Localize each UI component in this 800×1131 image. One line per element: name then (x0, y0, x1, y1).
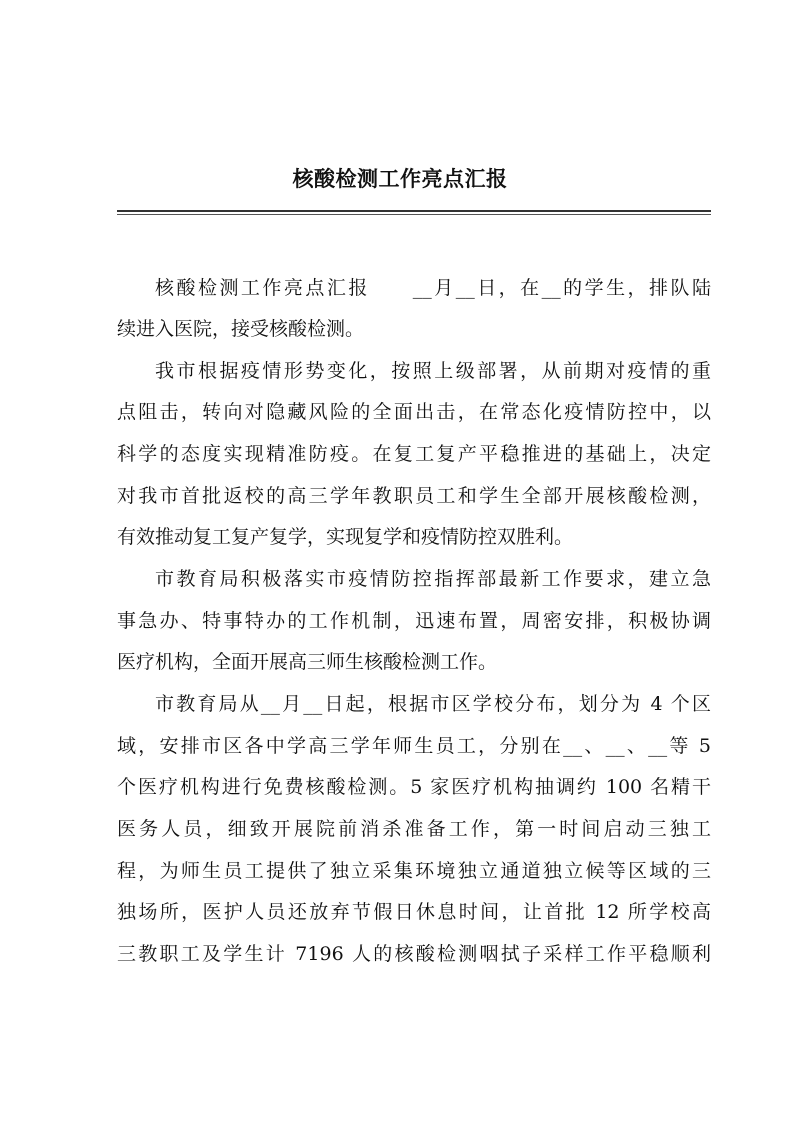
body-line-9: 事急办、特事特办的工作机制，迅速布置，周密安排，积极协调 (117, 610, 711, 632)
body-line-16: 独场所，医护人员还放弃节假日休息时间，让首批 12 所学校高 (117, 901, 711, 923)
body-line-5: 科学的态度实现精准防疫。在复工复产平稳推进的基础上，决定 (117, 443, 711, 465)
body-line-7: 有效推动复工复产复学，实现复学和疫情防控双胜利。 (117, 526, 574, 548)
body-line-1: 核酸检测工作亮点汇报 __月__日，在__的学生，排队陆 (155, 277, 711, 299)
body-line-10: 医疗机构，全面开展高三师生核酸检测工作。 (117, 651, 498, 673)
title-rule-thin (117, 214, 711, 215)
body-line-15: 程，为师生员工提供了独立采集环境独立通道独立候等区域的三 (117, 860, 711, 882)
body-line-11: 市教育局从__月__日起，根据市区学校分布，划分为 4 个区 (155, 693, 711, 715)
body-line-2: 续进入医院，接受核酸检测。 (117, 318, 365, 340)
document-title: 核酸检测工作亮点汇报 (292, 166, 508, 191)
body-line-4: 点阻击，转向对隐藏风险的全面出击，在常态化疫情防控中，以 (117, 401, 711, 423)
body-line-14: 医务人员，细致开展院前消杀准备工作，第一时间启动三独工 (117, 818, 711, 840)
body-line-6: 对我市首批返校的高三学年教职员工和学生全部开展核酸检测， (117, 485, 711, 507)
body-line-3: 我市根据疫情形势变化，按照上级部署，从前期对疫情的重 (155, 360, 711, 382)
body-line-12: 域，安排市区各中学高三学年师生员工，分别在__、__、__等 5 (117, 735, 711, 757)
title-rule-thick (117, 210, 711, 212)
body-line-13: 个医疗机构进行免费核酸检测。5 家医疗机构抽调约 100 名精干 (117, 776, 711, 798)
body-line-8: 市教育局积极落实市疫情防控指挥部最新工作要求，建立急 (155, 568, 711, 590)
body-line-17: 三教职工及学生计 7196 人的核酸检测咽拭子采样工作平稳顺利 (117, 943, 711, 965)
